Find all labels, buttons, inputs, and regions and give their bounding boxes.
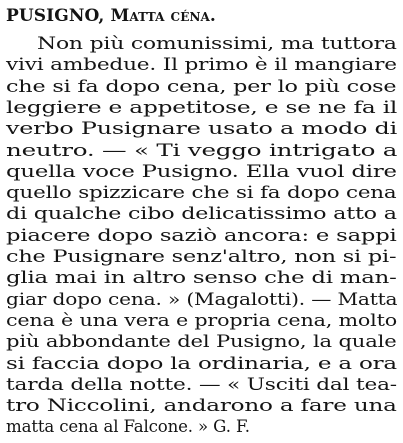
entry-body-line: leggiere e appetitose, e se ne fa il — [6, 97, 398, 117]
entry-body-line: verbo Pusignare usato a modo di — [6, 119, 398, 139]
entry-body-line: cena è una vera e propria cena, molto — [6, 310, 397, 330]
entry-body-line: tro Niccolini, andarono a fare una — [6, 396, 397, 416]
entry-body-line: quello spizzicare che si fa dopo cena — [6, 183, 397, 203]
entry-body-line: che si fa dopo cena, per lo più cose — [6, 76, 397, 96]
entry-headword: PUSIGNO, — [6, 6, 105, 26]
entry-body-line: che Pusignare senz'altro, non si pi- — [6, 247, 397, 266]
entry-body-line: glia mai in altro senso che di man- — [6, 268, 397, 288]
entry-body-line: giar dopo cena. » (Magalotti). — Matta — [6, 289, 398, 309]
entry-body-line: si faccia dopo la ordinaria, e a ora — [6, 353, 397, 373]
entry-definition-head: Matta céna. — [110, 6, 216, 26]
entry-body-line: vivi ambedue. Il primo è il mangiare — [6, 55, 397, 75]
entry-body-line: Non più comunissimi, ma tuttora — [37, 34, 397, 53]
entry-body-line: tarda della notte. — « Usciti dal tea- — [6, 374, 397, 394]
entry-body-line: di qualche cibo delicatissimo atto a — [6, 204, 397, 224]
entry-body-line: quella voce Pusigno. Ella vuol dire — [6, 161, 397, 181]
entry-heading — [6, 5, 216, 27]
entry-body-line: matta cena al Falcone. » G. F. — [6, 417, 250, 437]
entry-body-line: piacere dopo saziò ancora: e sappi — [6, 225, 397, 245]
entry-body-line: più abbondante del Pusigno, la quale — [6, 332, 397, 352]
entry-body-line: neutro. — « Ti veggo intrigato a — [6, 140, 398, 160]
